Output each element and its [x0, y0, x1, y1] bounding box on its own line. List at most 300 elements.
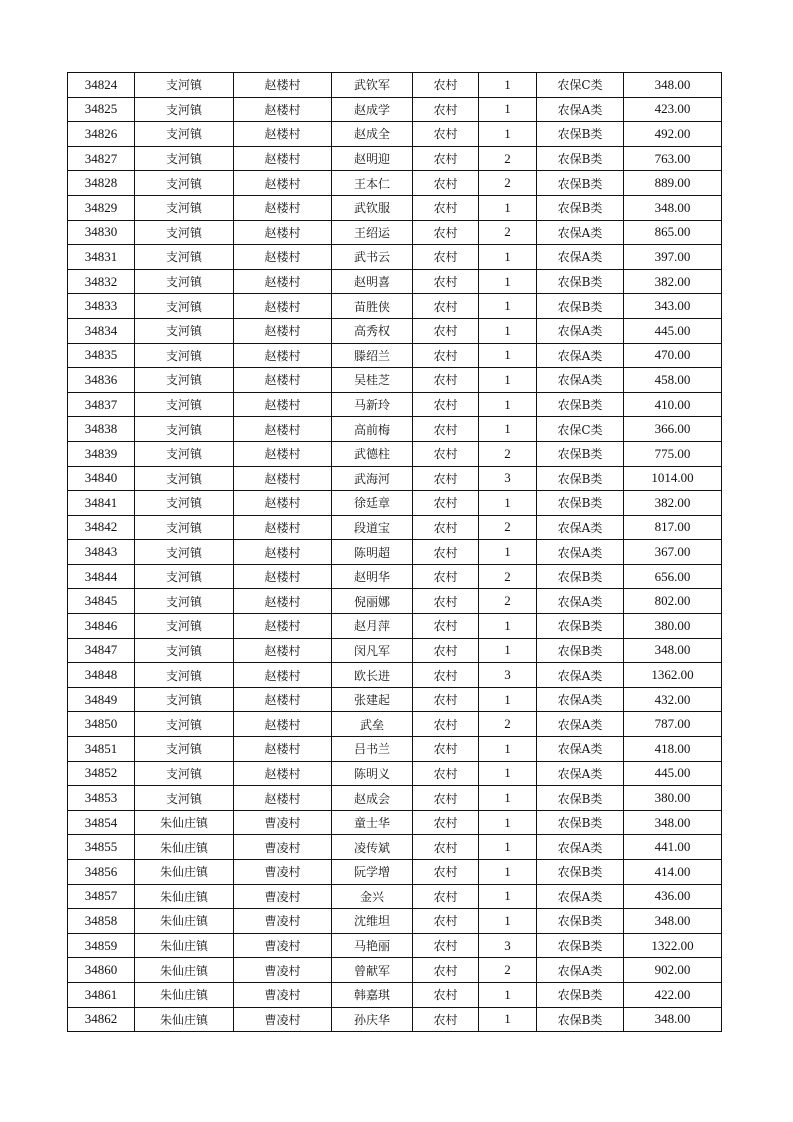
- cell-record-id: 34846: [68, 614, 135, 639]
- cell-person-count: 1: [479, 884, 537, 909]
- cell-town: 支河镇: [135, 515, 234, 540]
- cell-insurance-category: 农保A类: [537, 958, 624, 983]
- cell-household-type: 农村: [413, 392, 479, 417]
- cell-town: 支河镇: [135, 318, 234, 343]
- cell-person-count: 1: [479, 909, 537, 934]
- cell-amount: 865.00: [624, 220, 722, 245]
- cell-household-type: 农村: [413, 860, 479, 885]
- cell-household-type: 农村: [413, 368, 479, 393]
- cell-amount: 656.00: [624, 564, 722, 589]
- cell-amount: 343.00: [624, 294, 722, 319]
- cell-town: 支河镇: [135, 146, 234, 171]
- cell-town: 支河镇: [135, 245, 234, 270]
- cell-amount: 432.00: [624, 687, 722, 712]
- cell-person-count: 1: [479, 786, 537, 811]
- cell-name: 陈明超: [332, 540, 413, 565]
- cell-name: 苗胜侠: [332, 294, 413, 319]
- cell-village: 赵楼村: [234, 146, 332, 171]
- cell-household-type: 农村: [413, 663, 479, 688]
- cell-name: 王本仁: [332, 171, 413, 196]
- cell-record-id: 34842: [68, 515, 135, 540]
- cell-insurance-category: 农保A类: [537, 245, 624, 270]
- table-row: [68, 73, 722, 98]
- cell-village: 赵楼村: [234, 97, 332, 122]
- cell-village: 赵楼村: [234, 294, 332, 319]
- cell-town: 支河镇: [135, 368, 234, 393]
- cell-town: 支河镇: [135, 97, 234, 122]
- cell-household-type: 农村: [413, 589, 479, 614]
- cell-insurance-category: 农保B类: [537, 195, 624, 220]
- cell-insurance-category: 农保B类: [537, 269, 624, 294]
- cell-insurance-category: 农保B类: [537, 638, 624, 663]
- cell-amount: 348.00: [624, 810, 722, 835]
- cell-amount: 382.00: [624, 269, 722, 294]
- cell-village: 赵楼村: [234, 318, 332, 343]
- cell-town: 支河镇: [135, 638, 234, 663]
- cell-amount: 348.00: [624, 638, 722, 663]
- table-row: [68, 884, 722, 909]
- cell-amount: 380.00: [624, 614, 722, 639]
- cell-amount: 492.00: [624, 122, 722, 147]
- cell-record-id: 34852: [68, 761, 135, 786]
- table-row: [68, 860, 722, 885]
- table-row: [68, 245, 722, 270]
- cell-insurance-category: 农保B类: [537, 909, 624, 934]
- cell-amount: 414.00: [624, 860, 722, 885]
- cell-town: 朱仙庄镇: [135, 884, 234, 909]
- cell-village: 赵楼村: [234, 392, 332, 417]
- cell-record-id: 34824: [68, 73, 135, 98]
- cell-insurance-category: 农保B类: [537, 146, 624, 171]
- cell-record-id: 34836: [68, 368, 135, 393]
- cell-insurance-category: 农保B类: [537, 441, 624, 466]
- cell-record-id: 34834: [68, 318, 135, 343]
- cell-town: 朱仙庄镇: [135, 1007, 234, 1032]
- cell-household-type: 农村: [413, 73, 479, 98]
- cell-household-type: 农村: [413, 687, 479, 712]
- cell-name: 赵明喜: [332, 269, 413, 294]
- cell-person-count: 2: [479, 589, 537, 614]
- cell-record-id: 34850: [68, 712, 135, 737]
- cell-name: 赵月萍: [332, 614, 413, 639]
- cell-person-count: 1: [479, 417, 537, 442]
- cell-town: 支河镇: [135, 491, 234, 516]
- cell-village: 赵楼村: [234, 343, 332, 368]
- cell-amount: 348.00: [624, 195, 722, 220]
- cell-insurance-category: 农保A类: [537, 761, 624, 786]
- table-row: [68, 564, 722, 589]
- cell-household-type: 农村: [413, 884, 479, 909]
- cell-town: 支河镇: [135, 466, 234, 491]
- cell-name: 武海河: [332, 466, 413, 491]
- table-row: [68, 195, 722, 220]
- cell-insurance-category: 农保B类: [537, 122, 624, 147]
- cell-insurance-category: 农保A类: [537, 835, 624, 860]
- cell-name: 王绍运: [332, 220, 413, 245]
- cell-insurance-category: 农保C类: [537, 73, 624, 98]
- cell-household-type: 农村: [413, 515, 479, 540]
- cell-name: 徐廷章: [332, 491, 413, 516]
- cell-village: 赵楼村: [234, 195, 332, 220]
- table-row: [68, 958, 722, 983]
- cell-name: 高秀权: [332, 318, 413, 343]
- cell-person-count: 1: [479, 1007, 537, 1032]
- table-row: [68, 687, 722, 712]
- cell-name: 张建起: [332, 687, 413, 712]
- table-row: [68, 417, 722, 442]
- cell-village: 曹凌村: [234, 933, 332, 958]
- cell-village: 曹凌村: [234, 884, 332, 909]
- cell-person-count: 1: [479, 343, 537, 368]
- cell-name: 倪丽娜: [332, 589, 413, 614]
- cell-insurance-category: 农保A类: [537, 687, 624, 712]
- cell-village: 赵楼村: [234, 540, 332, 565]
- cell-amount: 423.00: [624, 97, 722, 122]
- cell-record-id: 34858: [68, 909, 135, 934]
- cell-household-type: 农村: [413, 146, 479, 171]
- cell-town: 支河镇: [135, 441, 234, 466]
- cell-household-type: 农村: [413, 97, 479, 122]
- cell-village: 赵楼村: [234, 712, 332, 737]
- cell-name: 武钦服: [332, 195, 413, 220]
- cell-amount: 445.00: [624, 318, 722, 343]
- cell-insurance-category: 农保B类: [537, 860, 624, 885]
- cell-amount: 410.00: [624, 392, 722, 417]
- cell-insurance-category: 农保B类: [537, 786, 624, 811]
- cell-amount: 889.00: [624, 171, 722, 196]
- cell-name: 武书云: [332, 245, 413, 270]
- cell-name: 滕绍兰: [332, 343, 413, 368]
- cell-village: 赵楼村: [234, 73, 332, 98]
- cell-household-type: 农村: [413, 195, 479, 220]
- cell-household-type: 农村: [413, 737, 479, 762]
- cell-record-id: 34837: [68, 392, 135, 417]
- table-row: [68, 909, 722, 934]
- cell-name: 孙庆华: [332, 1007, 413, 1032]
- table-row: [68, 122, 722, 147]
- table-row: [68, 343, 722, 368]
- cell-insurance-category: 农保C类: [537, 417, 624, 442]
- cell-record-id: 34830: [68, 220, 135, 245]
- cell-amount: 441.00: [624, 835, 722, 860]
- table-row: [68, 97, 722, 122]
- cell-household-type: 农村: [413, 638, 479, 663]
- table-row: [68, 810, 722, 835]
- table-row: [68, 638, 722, 663]
- cell-name: 吕书兰: [332, 737, 413, 762]
- cell-village: 曹凌村: [234, 909, 332, 934]
- cell-name: 武德柱: [332, 441, 413, 466]
- cell-town: 支河镇: [135, 220, 234, 245]
- cell-village: 赵楼村: [234, 663, 332, 688]
- cell-insurance-category: 农保A类: [537, 663, 624, 688]
- table-row: [68, 294, 722, 319]
- cell-person-count: 2: [479, 515, 537, 540]
- cell-amount: 348.00: [624, 909, 722, 934]
- cell-amount: 397.00: [624, 245, 722, 270]
- cell-village: 赵楼村: [234, 491, 332, 516]
- cell-town: 朱仙庄镇: [135, 909, 234, 934]
- cell-record-id: 34845: [68, 589, 135, 614]
- cell-record-id: 34828: [68, 171, 135, 196]
- cell-name: 韩嘉琪: [332, 982, 413, 1007]
- table-row: [68, 318, 722, 343]
- cell-record-id: 34861: [68, 982, 135, 1007]
- cell-amount: 1362.00: [624, 663, 722, 688]
- cell-household-type: 农村: [413, 614, 479, 639]
- cell-person-count: 2: [479, 171, 537, 196]
- table-row: [68, 491, 722, 516]
- cell-town: 支河镇: [135, 589, 234, 614]
- cell-name: 沈维坦: [332, 909, 413, 934]
- cell-town: 支河镇: [135, 294, 234, 319]
- cell-person-count: 1: [479, 97, 537, 122]
- cell-village: 赵楼村: [234, 564, 332, 589]
- cell-name: 段道宝: [332, 515, 413, 540]
- cell-town: 支河镇: [135, 614, 234, 639]
- cell-record-id: 34851: [68, 737, 135, 762]
- cell-name: 金兴: [332, 884, 413, 909]
- cell-household-type: 农村: [413, 933, 479, 958]
- cell-name: 赵成会: [332, 786, 413, 811]
- table-row: [68, 933, 722, 958]
- table-row: [68, 761, 722, 786]
- cell-village: 赵楼村: [234, 417, 332, 442]
- cell-town: 支河镇: [135, 417, 234, 442]
- cell-person-count: 1: [479, 737, 537, 762]
- cell-town: 支河镇: [135, 540, 234, 565]
- cell-insurance-category: 农保B类: [537, 982, 624, 1007]
- cell-village: 赵楼村: [234, 638, 332, 663]
- cell-town: 支河镇: [135, 712, 234, 737]
- cell-household-type: 农村: [413, 343, 479, 368]
- cell-village: 赵楼村: [234, 245, 332, 270]
- cell-person-count: 1: [479, 368, 537, 393]
- cell-village: 赵楼村: [234, 737, 332, 762]
- cell-amount: 348.00: [624, 1007, 722, 1032]
- cell-record-id: 34839: [68, 441, 135, 466]
- cell-amount: 470.00: [624, 343, 722, 368]
- cell-insurance-category: 农保B类: [537, 810, 624, 835]
- cell-village: 赵楼村: [234, 614, 332, 639]
- cell-town: 支河镇: [135, 73, 234, 98]
- cell-household-type: 农村: [413, 786, 479, 811]
- table-row: [68, 515, 722, 540]
- cell-record-id: 34825: [68, 97, 135, 122]
- cell-name: 赵明华: [332, 564, 413, 589]
- cell-person-count: 1: [479, 810, 537, 835]
- cell-record-id: 34841: [68, 491, 135, 516]
- cell-amount: 445.00: [624, 761, 722, 786]
- table-row: [68, 1007, 722, 1032]
- cell-town: 朱仙庄镇: [135, 860, 234, 885]
- cell-household-type: 农村: [413, 958, 479, 983]
- cell-record-id: 34833: [68, 294, 135, 319]
- cell-village: 赵楼村: [234, 269, 332, 294]
- cell-person-count: 1: [479, 269, 537, 294]
- cell-record-id: 34849: [68, 687, 135, 712]
- cell-name: 曾献军: [332, 958, 413, 983]
- cell-person-count: 1: [479, 73, 537, 98]
- cell-amount: 458.00: [624, 368, 722, 393]
- cell-record-id: 34838: [68, 417, 135, 442]
- cell-person-count: 1: [479, 245, 537, 270]
- cell-person-count: 2: [479, 958, 537, 983]
- cell-person-count: 2: [479, 220, 537, 245]
- cell-village: 赵楼村: [234, 220, 332, 245]
- cell-amount: 436.00: [624, 884, 722, 909]
- cell-household-type: 农村: [413, 318, 479, 343]
- cell-insurance-category: 农保A类: [537, 515, 624, 540]
- table-row: [68, 269, 722, 294]
- cell-name: 赵成学: [332, 97, 413, 122]
- cell-village: 赵楼村: [234, 368, 332, 393]
- table-row: [68, 368, 722, 393]
- table-row: [68, 146, 722, 171]
- table-row: [68, 466, 722, 491]
- assistance-records-table: [67, 72, 722, 1032]
- cell-person-count: 1: [479, 122, 537, 147]
- cell-amount: 1014.00: [624, 466, 722, 491]
- cell-village: 赵楼村: [234, 171, 332, 196]
- cell-household-type: 农村: [413, 982, 479, 1007]
- cell-record-id: 34827: [68, 146, 135, 171]
- cell-amount: 787.00: [624, 712, 722, 737]
- cell-record-id: 34857: [68, 884, 135, 909]
- table-row: [68, 835, 722, 860]
- cell-insurance-category: 农保B类: [537, 564, 624, 589]
- cell-amount: 817.00: [624, 515, 722, 540]
- table-row: [68, 786, 722, 811]
- cell-amount: 382.00: [624, 491, 722, 516]
- cell-amount: 802.00: [624, 589, 722, 614]
- cell-person-count: 1: [479, 835, 537, 860]
- cell-town: 支河镇: [135, 269, 234, 294]
- cell-amount: 418.00: [624, 737, 722, 762]
- cell-record-id: 34844: [68, 564, 135, 589]
- cell-village: 赵楼村: [234, 786, 332, 811]
- cell-town: 支河镇: [135, 171, 234, 196]
- cell-household-type: 农村: [413, 245, 479, 270]
- cell-amount: 775.00: [624, 441, 722, 466]
- cell-insurance-category: 农保B类: [537, 1007, 624, 1032]
- cell-household-type: 农村: [413, 466, 479, 491]
- cell-town: 支河镇: [135, 122, 234, 147]
- cell-insurance-category: 农保A类: [537, 712, 624, 737]
- cell-person-count: 3: [479, 466, 537, 491]
- table-row: [68, 540, 722, 565]
- cell-household-type: 农村: [413, 171, 479, 196]
- cell-insurance-category: 农保A类: [537, 318, 624, 343]
- cell-amount: 902.00: [624, 958, 722, 983]
- cell-person-count: 1: [479, 318, 537, 343]
- cell-person-count: 1: [479, 614, 537, 639]
- cell-insurance-category: 农保B类: [537, 294, 624, 319]
- cell-insurance-category: 农保B类: [537, 491, 624, 516]
- cell-record-id: 34843: [68, 540, 135, 565]
- cell-record-id: 34860: [68, 958, 135, 983]
- cell-household-type: 农村: [413, 712, 479, 737]
- cell-town: 支河镇: [135, 564, 234, 589]
- cell-village: 曹凌村: [234, 958, 332, 983]
- cell-name: 马新玲: [332, 392, 413, 417]
- cell-insurance-category: 农保B类: [537, 614, 624, 639]
- cell-household-type: 农村: [413, 761, 479, 786]
- cell-town: 朱仙庄镇: [135, 835, 234, 860]
- cell-name: 赵成全: [332, 122, 413, 147]
- cell-village: 曹凌村: [234, 1007, 332, 1032]
- cell-insurance-category: 农保B类: [537, 466, 624, 491]
- cell-name: 阮学增: [332, 860, 413, 885]
- cell-household-type: 农村: [413, 540, 479, 565]
- cell-village: 赵楼村: [234, 589, 332, 614]
- cell-town: 朱仙庄镇: [135, 810, 234, 835]
- cell-village: 曹凌村: [234, 860, 332, 885]
- cell-record-id: 34829: [68, 195, 135, 220]
- cell-insurance-category: 农保A类: [537, 97, 624, 122]
- cell-record-id: 34826: [68, 122, 135, 147]
- cell-name: 吴桂芝: [332, 368, 413, 393]
- table-row: [68, 663, 722, 688]
- cell-insurance-category: 农保A类: [537, 540, 624, 565]
- cell-person-count: 2: [479, 564, 537, 589]
- cell-record-id: 34859: [68, 933, 135, 958]
- cell-town: 朱仙庄镇: [135, 958, 234, 983]
- cell-household-type: 农村: [413, 491, 479, 516]
- cell-person-count: 1: [479, 392, 537, 417]
- cell-insurance-category: 农保A类: [537, 368, 624, 393]
- cell-person-count: 2: [479, 146, 537, 171]
- cell-name: 赵明迎: [332, 146, 413, 171]
- cell-town: 支河镇: [135, 195, 234, 220]
- cell-person-count: 1: [479, 195, 537, 220]
- cell-household-type: 农村: [413, 417, 479, 442]
- cell-household-type: 农村: [413, 122, 479, 147]
- table-row: [68, 614, 722, 639]
- cell-household-type: 农村: [413, 909, 479, 934]
- cell-town: 支河镇: [135, 392, 234, 417]
- cell-household-type: 农村: [413, 835, 479, 860]
- cell-name: 欧长进: [332, 663, 413, 688]
- cell-record-id: 34831: [68, 245, 135, 270]
- cell-village: 曹凌村: [234, 982, 332, 1007]
- table-row: [68, 589, 722, 614]
- cell-person-count: 1: [479, 294, 537, 319]
- cell-amount: 380.00: [624, 786, 722, 811]
- cell-insurance-category: 农保A类: [537, 884, 624, 909]
- cell-insurance-category: 农保B类: [537, 933, 624, 958]
- table-row: [68, 737, 722, 762]
- cell-person-count: 1: [479, 761, 537, 786]
- cell-village: 赵楼村: [234, 761, 332, 786]
- cell-town: 支河镇: [135, 663, 234, 688]
- cell-household-type: 农村: [413, 269, 479, 294]
- cell-record-id: 34862: [68, 1007, 135, 1032]
- cell-household-type: 农村: [413, 810, 479, 835]
- cell-household-type: 农村: [413, 1007, 479, 1032]
- cell-village: 曹凌村: [234, 810, 332, 835]
- cell-village: 曹凌村: [234, 835, 332, 860]
- cell-person-count: 3: [479, 663, 537, 688]
- cell-town: 支河镇: [135, 737, 234, 762]
- cell-name: 马艳丽: [332, 933, 413, 958]
- cell-amount: 763.00: [624, 146, 722, 171]
- cell-town: 支河镇: [135, 343, 234, 368]
- cell-town: 支河镇: [135, 786, 234, 811]
- cell-person-count: 2: [479, 441, 537, 466]
- cell-household-type: 农村: [413, 294, 479, 319]
- table-row: [68, 392, 722, 417]
